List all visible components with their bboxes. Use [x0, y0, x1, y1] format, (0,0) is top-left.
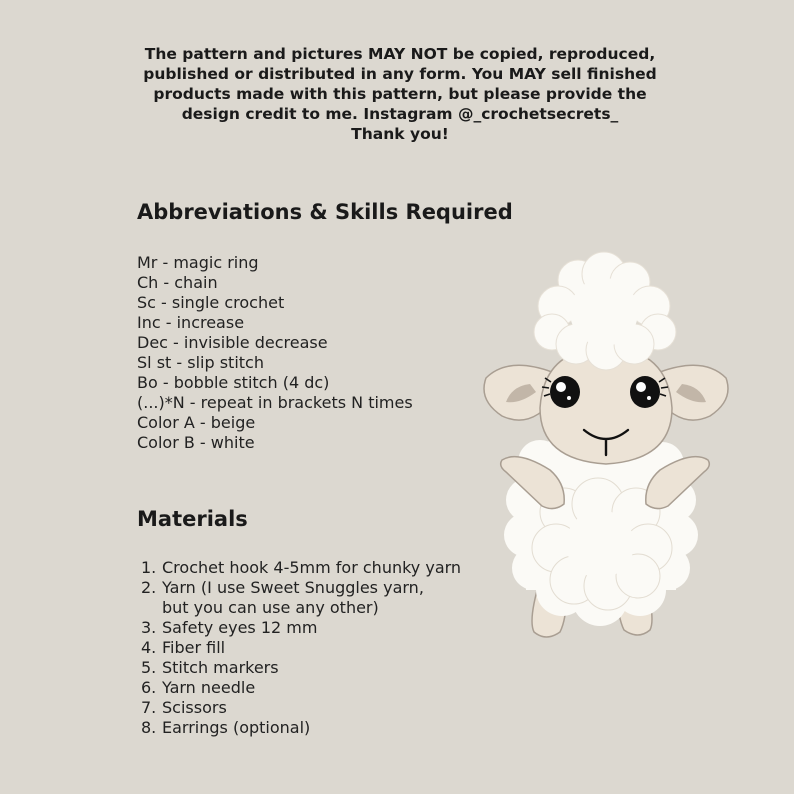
- item-number: 5.: [141, 658, 157, 677]
- abbreviations-list: [137, 253, 413, 453]
- list-item: Ch - chain: [137, 273, 218, 292]
- materials-heading: Materials: [137, 507, 248, 531]
- list-item: Mr - magic ring: [137, 253, 259, 272]
- list-item: Color A - beige: [137, 413, 256, 432]
- item-number: 3.: [141, 618, 157, 637]
- item-number: 8.: [141, 718, 157, 737]
- list-item: Bo - bobble stitch (4 dc): [137, 373, 330, 392]
- notice-line: design credit to me. Instagram @_crochetsecrets_: [181, 105, 619, 123]
- item-text: Crochet hook 4-5mm for chunky yarn: [162, 558, 462, 577]
- item-number: 7.: [141, 698, 157, 717]
- item-number: 4.: [141, 638, 157, 657]
- copyright-notice: [120, 44, 680, 144]
- list-item: [141, 698, 461, 718]
- item-text: Stitch markers: [162, 658, 279, 677]
- item-number: 2.: [141, 578, 157, 597]
- list-item: Sc - single crochet: [137, 293, 285, 312]
- list-item: [141, 618, 461, 638]
- item-text: Fiber fill: [162, 638, 226, 657]
- item-text: Scissors: [162, 698, 227, 717]
- list-item: [141, 638, 461, 658]
- list-item: Inc - increase: [137, 313, 245, 332]
- item-number: 6.: [141, 678, 157, 697]
- sheep-illustration: [478, 250, 734, 650]
- list-item: (...)*N - repeat in brackets N times: [137, 393, 413, 412]
- notice-line: The pattern and pictures MAY NOT be copied, reproduced,: [144, 45, 656, 63]
- list-item: [141, 658, 461, 678]
- list-item: [141, 578, 461, 618]
- list-item: [141, 718, 461, 738]
- notice-line: published or distributed in any form. You MAY sell finished: [143, 65, 657, 83]
- sheep-wool-tuft: [534, 252, 676, 370]
- item-text: Yarn (I use Sweet Snuggles yarn, but you can use any other): [162, 578, 424, 617]
- list-item: [141, 678, 461, 698]
- item-text: Yarn needle: [162, 678, 256, 697]
- item-text: Earrings (optional): [162, 718, 311, 737]
- list-item: Sl st - slip stitch: [137, 353, 264, 372]
- materials-list: [141, 558, 461, 738]
- list-item: Color B - white: [137, 433, 255, 452]
- abbreviations-heading: Abbreviations & Skills Required: [137, 200, 513, 224]
- item-text: Safety eyes 12 mm: [162, 618, 318, 637]
- list-item: Dec - invisible decrease: [137, 333, 328, 352]
- notice-line: Thank you!: [351, 125, 449, 143]
- item-number: 1.: [141, 558, 157, 577]
- notice-line: products made with this pattern, but please provide the: [153, 85, 647, 103]
- list-item: [141, 558, 461, 578]
